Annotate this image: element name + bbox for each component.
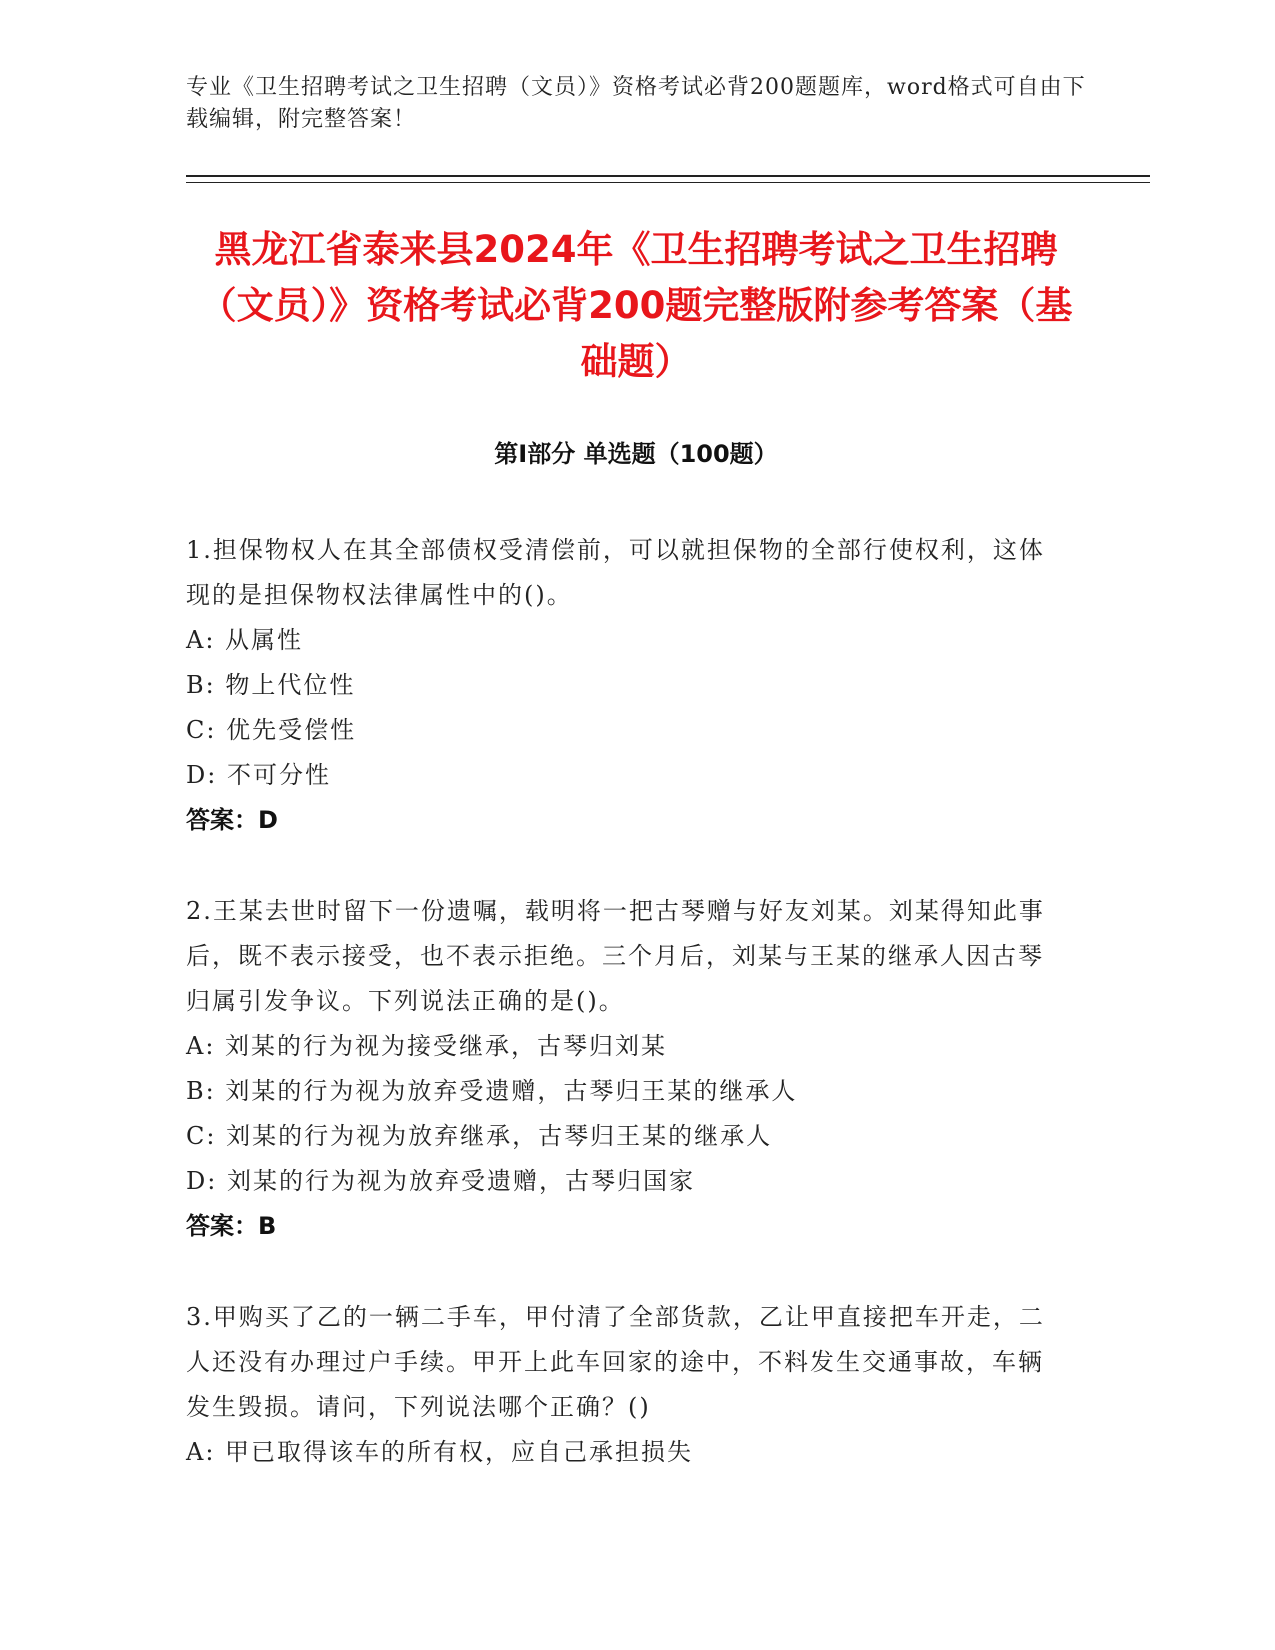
option-a: A: 甲已取得该车的所有权，应自己承担损失 <box>186 1438 694 1466</box>
section-heading: 第I部分 单选题（100题） <box>494 440 778 468</box>
option-d: D: 刘某的行为视为放弃受遗赠，古琴归国家 <box>186 1167 695 1195</box>
option-d: D: 不可分性 <box>186 761 331 789</box>
question-stem: 3.甲购买了乙的一辆二手车，甲付清了全部货款，乙让甲直接把车开走，二人还没有办理过户手续。甲开上此车回家的途中，不料发生交通事故，车辆发生毁损。请问，下列说法哪个正确？() <box>186 1303 1045 1421</box>
question-stem: 2.王某去世时留下一份遗嘱，载明将一把古琴赠与好友刘某。刘某得知此事后，既不表示接受，也不表示拒绝。三个月后，刘某与王某的继承人因古琴归属引发争议。下列说法正确的是()。 <box>186 897 1045 1015</box>
page-header: 专业《卫生招聘考试之卫生招聘（文员）》资格考试必背200题题库，word格式可自由下载编辑，附完整答案！ <box>186 75 1086 132</box>
question-list <box>186 528 1066 1521</box>
question-2 <box>186 889 1066 1249</box>
option-c: C: 优先受偿性 <box>186 716 357 744</box>
option-b: B: 刘某的行为视为放弃受遗赠，古琴归王某的继承人 <box>186 1077 798 1105</box>
header-divider-thick <box>186 175 1150 177</box>
question-3 <box>186 1295 1066 1475</box>
question-1 <box>186 528 1066 843</box>
question-stem: 1.担保物权人在其全部债权受清偿前，可以就担保物的全部行使权利，这体现的是担保物权法律属性中的()。 <box>186 536 1045 609</box>
option-c: C: 刘某的行为视为放弃继承，古琴归王某的继承人 <box>186 1122 773 1150</box>
option-b: B: 物上代位性 <box>186 671 356 699</box>
option-a: A: 刘某的行为视为接受继承，古琴归刘某 <box>186 1032 668 1060</box>
answer-line: 答案：B <box>186 1212 277 1240</box>
option-a: A: 从属性 <box>186 626 304 654</box>
answer-line: 答案：D <box>186 806 278 834</box>
header-divider-thin <box>186 182 1150 183</box>
document-title: 黑龙江省泰来县2024年《卫生招聘考试之卫生招聘（文员）》资格考试必背200题完整版附参考答案（基础题） <box>199 228 1073 383</box>
